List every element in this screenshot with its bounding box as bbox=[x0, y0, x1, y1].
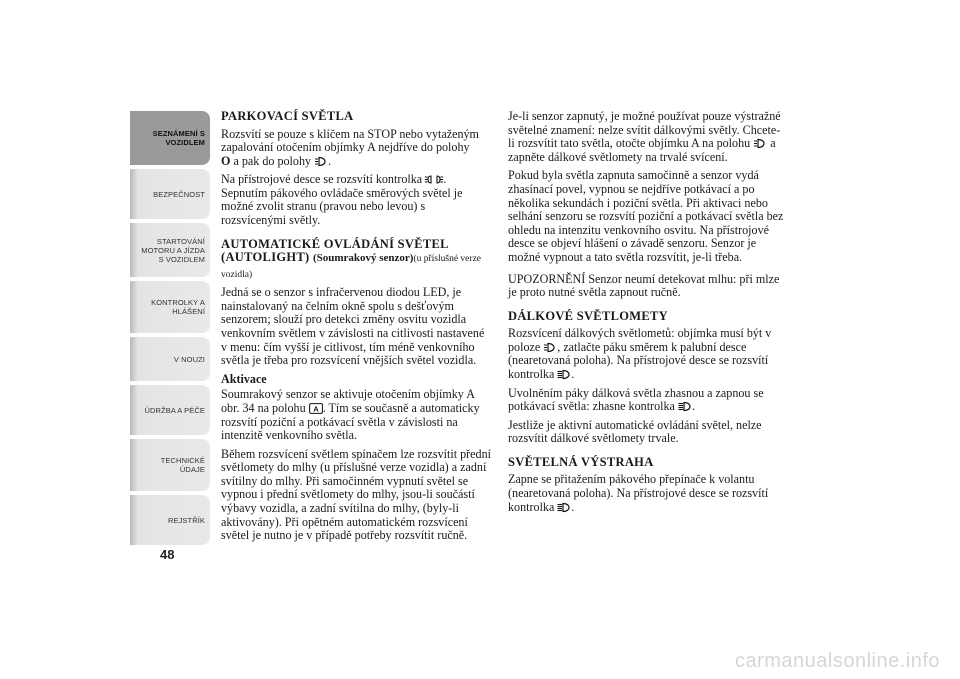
text: a zapněte dálkové světlomety na trvalé svícení. bbox=[508, 136, 776, 164]
tab-label bbox=[174, 355, 205, 364]
tab-label-line: ÚDAJE bbox=[179, 465, 205, 474]
text: (u příslušné verze vozidla) bbox=[221, 254, 481, 280]
text: Na přístrojové desce se rozsvítí kontrolka bbox=[221, 172, 426, 187]
text: Soumrakový senzor se aktivuje otočením objímky A obr. 34 na polohu bbox=[221, 387, 475, 415]
tab-label-line: S VOZIDLEM bbox=[158, 254, 205, 264]
high-beam-icon bbox=[678, 401, 692, 412]
page-number: 48 bbox=[160, 547, 175, 562]
tab-label-line: HLÁŠENÍ bbox=[172, 307, 205, 316]
text: (Soumrakový senzor) bbox=[312, 252, 414, 265]
tab-label-line: KONTROLKY A bbox=[151, 298, 205, 307]
flash-paragraph bbox=[508, 473, 784, 514]
autolight-paragraph-1: Jedná se o senzor s infračervenou diodou LED, je nainstalovaný na čelním okně spolu s dešťovým senzorem; slouží pro detekci změny osvitu vozidla venkovním světlem v závislosti na citlivosti nastavené v menu: čím vyšší je citlivost, tím méně venkovního světla je třeba pro rozsvícení vnějších světel vozidla. bbox=[221, 285, 485, 368]
text: , zatlačte páku směrem k palubní desce (nearetovaná poloha). Na přístrojové desce se rozsvítí kontrolka bbox=[508, 339, 769, 381]
tab-safety[interactable] bbox=[130, 169, 210, 219]
high-beam-icon bbox=[557, 502, 571, 513]
parking-lights-paragraph-2 bbox=[221, 173, 491, 227]
tab-label bbox=[153, 129, 205, 147]
text: . Tím se současně a automaticky rozsvítí poziční a potkávací světla v závislosti na intenzitě venkovního světla. bbox=[221, 400, 480, 443]
text: Rozsvícení dálkových světlometů: objímka musí být v poloze bbox=[508, 326, 772, 354]
left-column bbox=[221, 110, 491, 548]
flash-heading: SVĚTELNÁ VÝSTRAHA bbox=[508, 454, 654, 469]
tab-label bbox=[151, 298, 205, 316]
high-beam-paragraph-1 bbox=[508, 327, 784, 381]
tab-label-line: BEZPEČNOST bbox=[153, 189, 205, 199]
text: (AUTOLIGHT) bbox=[221, 250, 313, 265]
svg-text:A: A bbox=[312, 404, 319, 414]
tab-label-line: SEZNÁMENÍ S bbox=[152, 129, 205, 138]
text: . bbox=[328, 153, 332, 168]
tab-label-line: STARTOVÁNÍ bbox=[156, 236, 205, 246]
parking-lights-heading: PARKOVACÍ SVĚTLA bbox=[221, 109, 354, 123]
text: a pak do polohy bbox=[230, 153, 315, 168]
tab-label bbox=[161, 456, 205, 474]
text: Uvolněním páky dálková světla zhasnou a zapnou se potkávací světla: zhasne kontrolka bbox=[508, 385, 764, 414]
autolight-heading bbox=[221, 238, 491, 283]
auto-light-icon bbox=[309, 403, 323, 414]
watermark: carmanualsonline.info bbox=[734, 650, 940, 672]
autolight-paragraph-3: Během rozsvícení světlem spínačem lze rozsvítit přední světlomety do mlhy (u příslušné verze vozidla) a zadní svítilny do mlhy. Při samočinném vypnutí světel se vypnou i přední světlomety do mlhy, jsou-li součástí výbavy vozidla, a zadní svítilna do mlhy, (byly-li aktivovány). Při opětném automatickém rozsvícení světel je nutno je v případě potřeby rozsvítit ručně. bbox=[221, 446, 492, 543]
tab-label-line: ÚDRŽBA A PÉČE bbox=[144, 405, 205, 415]
tab-label bbox=[168, 516, 205, 525]
text: Je-li senzor zapnutý, je možné používat pouze výstražné světelné znamení: nelze svítit dálkovými světly. Chcete-li rozsvítit tato světla, otočte objímku A na polohu bbox=[508, 109, 781, 151]
tab-label bbox=[145, 406, 206, 415]
tab-vehicle-intro[interactable] bbox=[130, 111, 210, 165]
high-beam-heading: DÁLKOVÉ SVĚTLOMETY bbox=[508, 308, 668, 323]
warning-paragraph: UPOZORNĚNÍ Senzor neumí detekovat mlhu: při mlze je proto nutné světla zapnout ručně. bbox=[508, 271, 780, 300]
tab-maintenance[interactable] bbox=[130, 385, 210, 435]
tab-label-line: VOZIDLEM bbox=[165, 138, 205, 147]
tab-label bbox=[141, 237, 205, 264]
high-beam-paragraph-2 bbox=[508, 387, 784, 414]
tab-warning-lights[interactable] bbox=[130, 281, 210, 333]
tab-label-line: MOTORU A JÍZDA bbox=[141, 245, 205, 255]
tab-starting-driving[interactable] bbox=[130, 223, 210, 277]
sensor-paragraph-2: Pokud byla světla zapnuta samočinně a senzor vydá zhasínací povel, vypnou se nejdříve potkávací a po několika sekundách i poziční světla. Při aktivaci nebo selhání senzoru se rozsvítí poziční a potkávací světla bez ohledu na intenzitu venkovního osvitu. Na přístrojové desce se objeví hlášení o závadě senzoru. Senzor je možné vypnout a tato světla rozsvítit, je-li třeba. bbox=[508, 168, 784, 264]
headlight-icon bbox=[543, 342, 557, 353]
high-beam-paragraph-3: Jestliže je aktivní automatické ovládání světel, nelze rozsvítit dálkové světlomety trvale. bbox=[508, 417, 762, 446]
parking-light-icon bbox=[425, 174, 443, 185]
position-o-label: O bbox=[221, 153, 231, 168]
tab-label bbox=[153, 190, 205, 199]
text: Rozsvítí se pouze s klíčem na STOP nebo vytaženým zapalování otočením objímky A nejdříve do polohy bbox=[221, 126, 479, 155]
headlight-icon bbox=[314, 156, 328, 167]
text: . bbox=[571, 499, 575, 514]
sensor-paragraph-1 bbox=[508, 110, 784, 164]
right-column bbox=[508, 110, 784, 519]
tab-index[interactable] bbox=[130, 495, 210, 545]
parking-lights-paragraph-1 bbox=[221, 128, 491, 169]
autolight-paragraph-2 bbox=[221, 388, 491, 442]
tab-technical-data[interactable] bbox=[130, 439, 210, 491]
high-beam-icon bbox=[557, 369, 571, 380]
text: Zapne se přitažením pákového přepínače k volantu (nearetovaná poloha). Na přístrojové desce se rozsvítí kontrolka bbox=[508, 472, 769, 514]
tab-label-line: V NOUZI bbox=[173, 354, 205, 364]
text: AUTOMATICKÉ OVLÁDÁNÍ SVĚTEL bbox=[221, 236, 449, 251]
text: . Sepnutím pákového ovládače směrových světel je možné zvolit stranu (pravou nebo levou) s rozsvícenými světly. bbox=[221, 172, 463, 228]
text: . bbox=[571, 367, 575, 381]
tab-label-line: TECHNICKÉ bbox=[160, 456, 205, 465]
text: . bbox=[691, 399, 695, 414]
tab-emergency[interactable] bbox=[130, 337, 210, 381]
activation-subheading: Aktivace bbox=[221, 371, 267, 386]
tab-label-line: REJSTŘÍK bbox=[167, 515, 205, 525]
headlight-icon bbox=[753, 138, 767, 149]
